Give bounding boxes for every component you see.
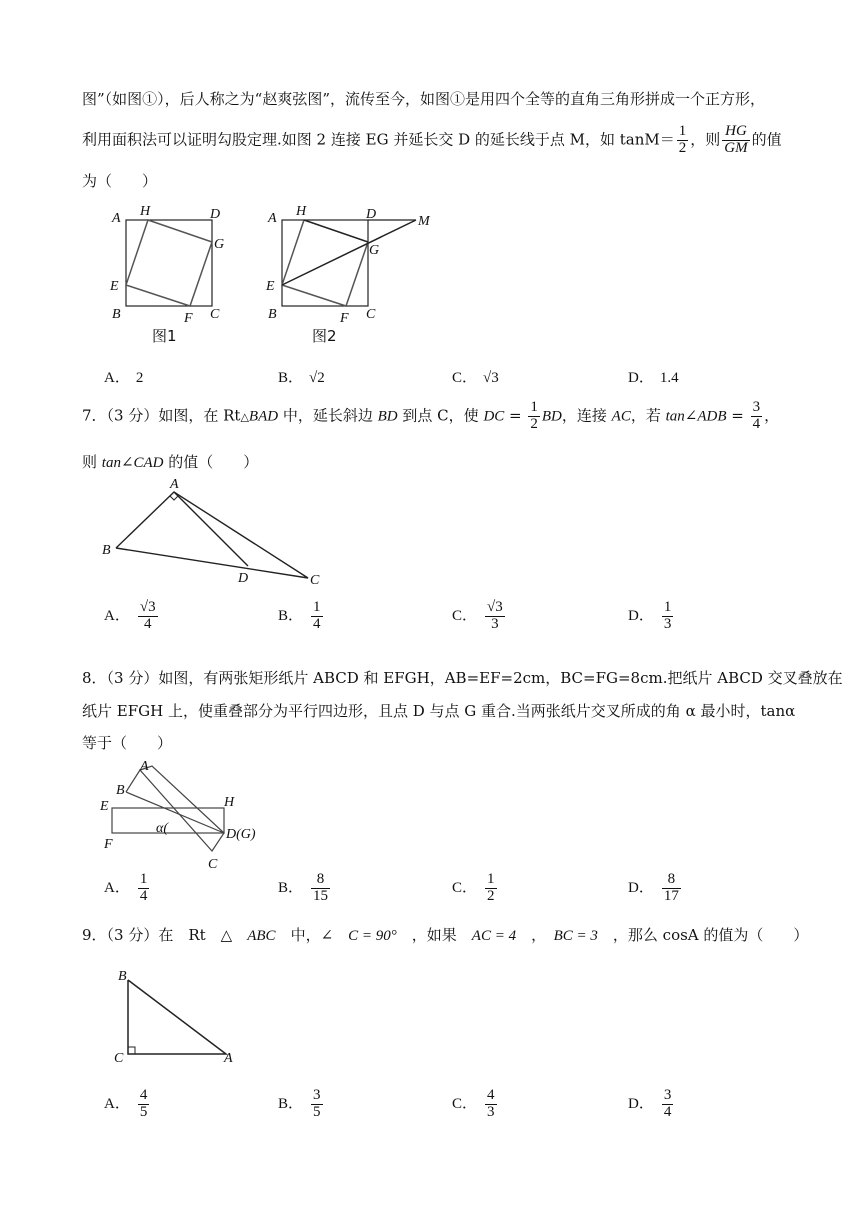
q7-option-a[interactable] [104,600,160,633]
fig2-segment-HG [304,220,368,242]
q7-text-4: ，若 [630,406,666,425]
q9-option-c[interactable] [452,1088,499,1121]
q6-tanM-fraction [677,124,689,157]
fig2-label-D: D [366,207,377,222]
q6-option-c[interactable] [452,366,499,387]
q9-text-4: ，那么 cosA 的值为（ ） [597,926,809,944]
q7-triangle-symbol: △ [240,410,249,424]
q7-option-a-fraction [138,600,158,633]
q7-eq2: = [726,406,749,425]
q7-line2 [82,451,258,472]
fig2-label-F: F [340,311,349,326]
q6-line2 [82,124,782,157]
q8-option-d-den: 17 [663,887,679,904]
q7-half-den: 2 [530,415,538,432]
q8-option-d-num: 8 [662,872,681,889]
fig1-label-C: C [210,307,220,322]
q8-option-a-label: A． [104,879,130,896]
q8-option-a-den: 4 [139,887,148,904]
q9-option-a[interactable] [104,1088,151,1121]
q6-option-c-value: √3 [483,370,499,386]
q7-option-c[interactable] [452,600,507,633]
q7-half-fraction [528,400,540,433]
q7-option-c-fraction [485,600,505,633]
q9-label-C: C [114,1051,124,1066]
q8-option-a-num: 1 [139,871,148,887]
q7-figure [96,474,336,590]
q7-line2-b: 的值（ ） [163,453,259,471]
q9-option-d-label: D． [628,1095,654,1112]
q8-option-c-fraction [485,872,497,905]
q8-label-B: B [116,783,125,798]
q8-edge-bd [126,792,224,833]
q7-text-3: ，连接 [561,406,612,425]
q7-line2-a: 则 [82,453,102,471]
q7-triangle-bad: BAD [248,408,279,425]
q9-option-d[interactable] [628,1088,675,1121]
q6-gm-denominator: GM [724,139,748,156]
q7-tan-adb: tan∠ADB [665,408,727,425]
q8-label-C: C [208,857,218,872]
fig2-label-A: A [268,211,277,226]
fig2-label-G: G [369,243,380,258]
q9-right-angle-mark [128,1047,135,1054]
q9-option-d-fraction [662,1088,674,1121]
q8-option-b-num: 8 [311,872,330,889]
q9-label-B: B [118,969,127,984]
fig1-outer-square [126,220,212,306]
q7-ac: AC [611,408,631,425]
q7-tan-fraction [751,400,763,433]
fig1-label-E: E [110,279,119,294]
q7-right-angle-mark [170,496,178,500]
q6-option-b-value: √2 [309,370,325,386]
q8-option-d[interactable] [628,872,683,905]
q7-prefix: 7．（3 分）如图，在 Rt [82,406,241,425]
fig1-label-D: D [210,207,221,222]
q7-option-d-den: 3 [663,615,672,632]
q7-option-b-num: 1 [313,599,321,615]
fig1-label-B: B [112,307,121,322]
q7-segment-ad [174,492,248,566]
q9-abc: ABC [247,928,276,944]
q7-option-d-label: D． [628,607,654,624]
q8-option-c-num: 1 [487,871,495,887]
fig2-outer-square [282,220,368,306]
q7-option-b[interactable] [278,600,325,633]
q6-line2-text-a: 利用面积法可以证明勾股定理.如图 2 连接 EG 并延长交 D 的延长线于点 M，如 tanM＝ [82,130,675,149]
q7-option-b-den: 4 [313,615,321,632]
q7-line1 [82,400,779,433]
q9-option-b-den: 5 [313,1103,321,1120]
q7-option-d-num: 1 [663,599,672,615]
q9-option-a-fraction [138,1088,150,1121]
fig2-label-H: H [296,204,307,219]
q6-hg-numerator: HG [722,124,749,141]
q9-bc-3: BC = 3 [553,928,598,944]
q7-bd: BD [377,408,398,425]
q7-bd2: BD [541,408,562,425]
q7-eq: = [504,406,527,425]
q7-option-c-den: 3 [491,615,499,632]
q7-label-C: C [310,573,320,588]
q9-option-d-den: 4 [663,1103,672,1120]
q6-option-b[interactable] [278,366,325,387]
q7-label-A: A [170,477,179,492]
q8-line3: 等于（ ） [82,734,173,752]
q9-option-a-label: A． [104,1095,130,1112]
fig1-label-F: F [184,311,193,326]
q7-text-1: 中，延长斜边 [278,406,378,425]
q7-tan-cad: tan∠CAD [101,455,164,471]
q9-c-90: C = 90° [348,928,397,944]
q7-end: ， [764,406,780,425]
q6-option-a[interactable] [104,366,143,387]
q9-option-c-den: 3 [487,1103,495,1120]
fig1-caption: 图1 [152,327,177,345]
q8-figure [96,756,276,874]
q6-tanM-numerator: 1 [678,123,687,139]
q6-line2-text-c: 的值 [751,130,782,149]
q9-text-3: ， [516,926,554,944]
q9-label-A: A [224,1051,233,1066]
q7-option-a-den: 4 [143,615,152,632]
q7-option-d-fraction [662,600,674,633]
fig1-inner-square [126,220,212,306]
q9-option-b-label: B． [278,1095,304,1112]
q8-option-c-den: 2 [487,887,495,904]
q9-option-c-fraction [485,1088,497,1121]
q7-triangle-abc [116,492,308,578]
fig1-label-G: G [214,237,225,252]
fig2-label-E: E [266,279,275,294]
q6-line2-text-b: ，则 [690,130,721,149]
q7-label-D: D [238,571,249,586]
q6-option-d-value: 1.4 [659,370,679,386]
q7-label-B: B [102,543,111,558]
q7-option-a-num: √3 [139,599,156,615]
q8-label-alpha: α( [156,821,169,836]
q6-hg-gm-fraction [722,124,749,157]
q8-label-A: A [140,759,149,774]
q8-option-c-label: C． [452,879,478,896]
q8-option-d-fraction [662,872,681,905]
q9-text-2: ，如果 [396,926,472,944]
q9-option-b-num: 3 [313,1087,321,1103]
fig1-label-A: A [112,211,121,226]
q8-option-c[interactable] [452,872,499,905]
q8-option-b-label: B． [278,879,304,896]
q8-option-a-fraction [138,872,150,905]
q7-dc: DC [483,408,505,425]
q6-option-a-label: A． [104,370,130,386]
q6-figure1 [100,200,240,350]
q8-line2: 纸片 EFGH 上，使重叠部分为平行四边形，且点 D 与点 G 重合.当两张纸片交叉所成的角 α 最小时，tanα [82,702,796,720]
q7-tan-den: 4 [752,415,761,432]
fig2-line-EM [282,220,416,285]
q9-text-1: 中，∠ [275,926,349,944]
q6-option-b-label: B． [278,370,304,386]
q9-line1 [82,924,808,945]
q6-option-c-label: C． [452,370,478,386]
q7-tan-num: 3 [752,399,761,415]
fig2-label-M: M [418,214,430,229]
q7-option-c-num: √3 [487,599,503,615]
q8-label-H: H [224,795,235,810]
q8-edge-ab [126,770,140,792]
fig2-inner-square [282,220,368,306]
q9-option-d-num: 3 [663,1087,672,1103]
q6-line3: 为（ ） [82,172,158,190]
q6-option-d-label: D． [628,370,654,386]
q7-option-b-fraction [311,600,323,633]
q6-tanM-denominator: 2 [678,139,687,156]
q6-option-d[interactable] [628,366,679,387]
q9-prefix: 9．（3 分）在 Rt △ [82,926,248,944]
q7-half-num: 1 [530,399,538,415]
fig2-label-B: B [268,307,277,322]
q7-option-d[interactable] [628,600,675,633]
fig2-caption: 图2 [312,327,337,345]
q9-figure [106,964,246,1068]
q9-option-b-fraction [311,1088,323,1121]
fig1-label-H: H [140,204,151,219]
q8-option-b[interactable] [278,872,332,905]
q9-option-c-label: C． [452,1095,478,1112]
q9-option-a-num: 4 [139,1087,148,1103]
q9-option-b[interactable] [278,1088,325,1121]
q6-line1: 图”（如图①），后人称之为“赵爽弦图”，流传至今，如图①是用四个全等的直角三角形拼成一个正方形， [82,90,766,108]
q7-text-2: 到点 C，使 [397,406,484,425]
q7-option-a-label: A． [104,607,130,624]
fig2-label-C: C [366,307,376,322]
q8-option-a[interactable] [104,872,151,905]
q8-label-DG: D(G) [226,827,256,842]
q9-triangle-abc [128,980,226,1054]
q6-figure2 [258,200,448,350]
q9-option-c-num: 4 [487,1087,495,1103]
q8-line1: 8．（3 分）如图，有两张矩形纸片 ABCD 和 EFGH，AB=EF=2cm，BC=FG=8cm.把纸片 ABCD 交叉叠放在 [82,669,843,687]
q8-option-d-label: D． [628,879,654,896]
q8-label-E: E [100,799,109,814]
q7-option-b-label: B． [278,607,304,624]
q8-option-b-den: 15 [313,887,329,904]
q7-option-c-label: C． [452,607,478,624]
q9-option-a-den: 5 [139,1103,148,1120]
q9-ac-4: AC = 4 [471,928,517,944]
q8-label-F: F [104,837,113,852]
q8-option-b-fraction [311,872,330,905]
q6-option-a-value: 2 [135,370,144,386]
